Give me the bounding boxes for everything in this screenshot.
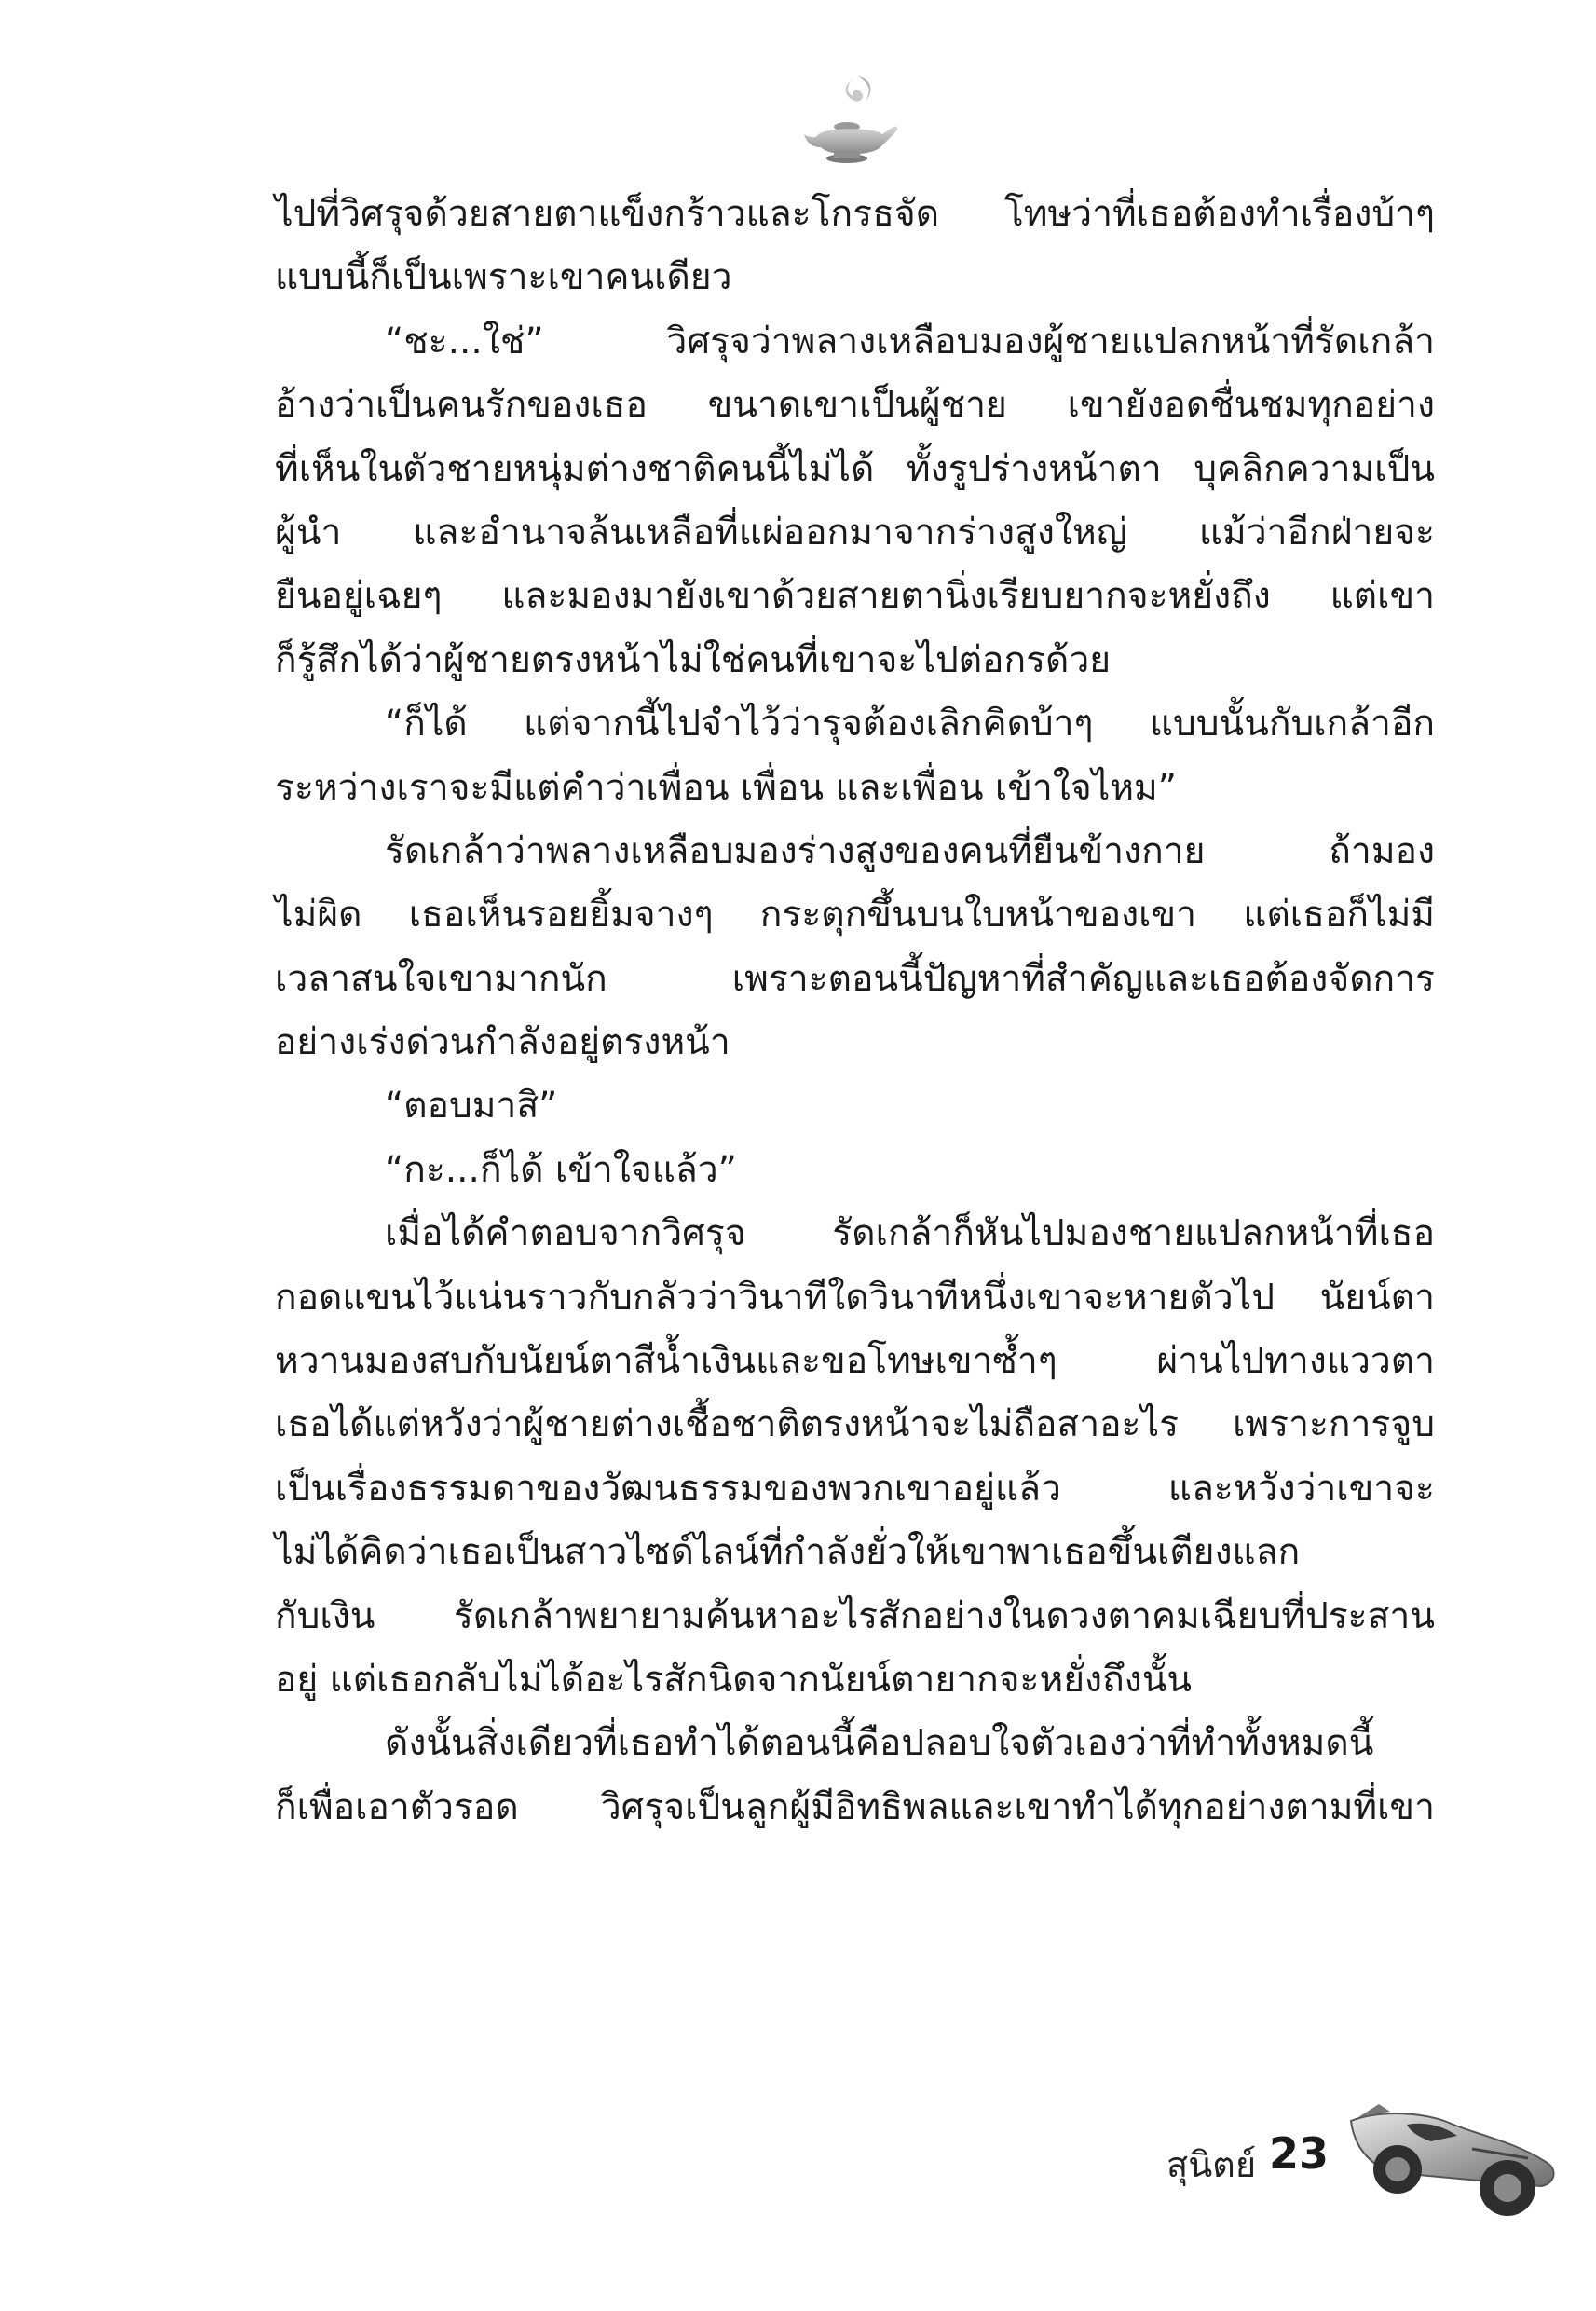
text-line: อย่างเร่งด่วนกำลังอยู่ตรงหน้า [275, 1021, 730, 1064]
text-line: ไม่ผิด เธอเห็นรอยยิ้มจางๆ กระตุกขึ้นบนใบหน้าของเขา แต่เธอก็ไม่มี [275, 894, 1435, 937]
text-line: “กะ...ก็ได้ เข้าใจแล้ว” [385, 1148, 737, 1191]
race-car-icon [1342, 2084, 1561, 2223]
text-line: อ้างว่าเป็นคนรักของเธอ ขนาดเขาเป็นผู้ชาย เขายังอดชื่นชมทุกอย่าง [275, 384, 1435, 427]
text-line: “ตอบมาสิ” [385, 1085, 558, 1128]
author-name: สุนิตย์ [1166, 2144, 1257, 2185]
text-line: “ชะ...ใช่” วิศรุจว่าพลางเหลือบมองผู้ชายแปลกหน้าที่รัดเกล้า [385, 320, 1435, 362]
text-line: หวานมองสบกับนัยน์ตาสีน้ำเงินและขอโทษเขาซ้ำๆ ผ่านไปทางแววตา [275, 1340, 1435, 1383]
text-line: แบบนี้ก็เป็นเพราะเขาคนเดียว [275, 256, 732, 299]
text-line: เธอได้แต่หวังว่าผู้ชายต่างเชื้อชาติตรงหน้าจะไม่ถือสาอะไร เพราะการจูบ [275, 1403, 1435, 1446]
text-line: ผู้นำ และอำนาจล้นเหลือที่แผ่ออกมาจากร่างสูงใหญ่ แม้ว่าอีกฝ่ายจะ [275, 511, 1435, 554]
text-line: ยืนอยู่เฉยๆ และมองมายังเขาด้วยสายตานิ่งเรียบยากจะหยั่งถึง แต่เขา [275, 575, 1435, 618]
text-line: ไม่ได้คิดว่าเธอเป็นสาวไซด์ไลน์ที่กำลังยั่วให้เขาพาเธอขึ้นเตียงแลก [275, 1531, 1301, 1574]
text-line: กับเงิน รัดเกล้าพยายามค้นหาอะไรสักอย่างในดวงตาคมเฉียบที่ประสาน [275, 1594, 1435, 1637]
text-line: อยู่ แต่เธอกลับไม่ได้อะไรสักนิดจากนัยน์ตายากจะหยั่งถึงนั้น [275, 1658, 1193, 1701]
text-line: ก็รู้สึกได้ว่าผู้ชายตรงหน้าไม่ใช่คนที่เขาจะไปต่อกรด้วย [275, 638, 1112, 681]
text-line: ไปที่วิศรุจด้วยสายตาแข็งกร้าวและโกรธจัด โทษว่าที่เธอต้องทำเรื่องบ้าๆ [275, 193, 1435, 235]
text-line: ดังนั้นสิ่งเดียวที่เธอทำได้ตอนนี้คือปลอบใจตัวเองว่าที่ทำทั้งหมดนี้ [385, 1722, 1374, 1765]
text-line: รัดเกล้าว่าพลางเหลือบมองร่างสูงของคนที่ยืนข้างกาย ถ้ามอง [385, 829, 1435, 872]
text-line: ระหว่างเราจะมีแต่คำว่าเพื่อน เพื่อน และเพื่อน เข้าใจไหม” [275, 766, 1177, 809]
text-line: ก็เพื่อเอาตัวรอด วิศรุจเป็นลูกผู้มีอิทธิพลและเขาทำได้ทุกอย่างตามที่เขา [275, 1785, 1435, 1828]
text-line: เวลาสนใจเขามากนัก เพราะตอนนี้ปัญหาที่สำคัญและเธอต้องจัดการ [275, 957, 1435, 1000]
text-line: กอดแขนไว้แน่นราวกับกลัวว่าวินาทีใดวินาทีหนึ่งเขาจะหายตัวไป นัยน์ตา [275, 1276, 1435, 1319]
text-line: ที่เห็นในตัวชายหนุ่มต่างชาติคนนี้ไม่ได้ ทั้งรูปร่างหน้าตา บุคลิกความเป็น [275, 447, 1435, 490]
text-line: เมื่อได้คำตอบจากวิศรุจ รัดเกล้าก็หันไปมองชายแปลกหน้าที่เธอ [385, 1212, 1435, 1255]
text-line: “ก็ได้ แต่จากนี้ไปจำไว้ว่ารุจต้องเลิกคิดบ้าๆ แบบนั้นกับเกล้าอีก [385, 703, 1435, 745]
text-line: เป็นเรื่องธรรมดาของวัฒนธรรมของพวกเขาอยู่แล้ว และหวังว่าเขาจะ [275, 1467, 1435, 1510]
body-text [275, 183, 1435, 1839]
genie-lamp-icon [797, 73, 901, 177]
page-number: 23 [1269, 2128, 1330, 2179]
